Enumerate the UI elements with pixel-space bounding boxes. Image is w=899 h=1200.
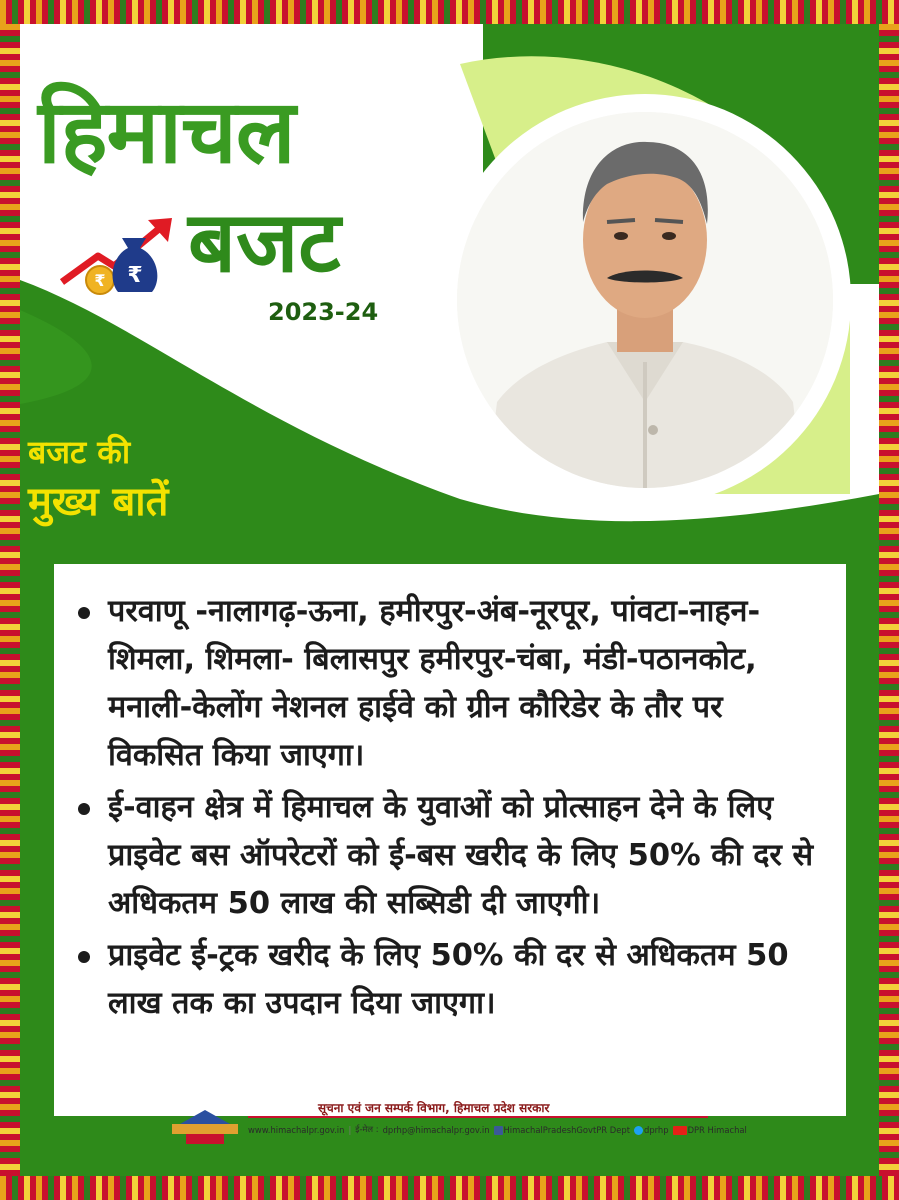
footer-email-label: ई-मेल : (355, 1124, 379, 1134)
title-year: 2023-24 (268, 298, 379, 326)
svg-text:₹: ₹ (127, 263, 143, 288)
youtube-icon (673, 1126, 687, 1135)
footer-email[interactable]: dprhp@himachalpr.gov.in (382, 1124, 490, 1135)
budget-point-1: परवाणू -नालागढ़-ऊना, हमीरपुर-अंब-नूरपूर, पांवटा-नाहन-शिमला, शिमला- बिलासपुर हमीरपुर-चंबा, मंडी-पठानकोट, मनाली-केलोंग नेशनल हाईवे को ग्रीन कौरिडेर के तौर पर विकसित किया जाएगा। (78, 588, 822, 780)
budget-points-list (54, 564, 846, 1028)
footer-website[interactable]: www.himachalpr.gov.in (248, 1124, 345, 1135)
facebook-icon (494, 1126, 503, 1135)
budget-point-3: प्राइवेट ई-ट्रक खरीद के लिए 50% की दर से अधिकतम 50 लाख तक का उपदान दिया जाएगा। (78, 932, 822, 1028)
decorative-border-bottom (0, 1176, 899, 1200)
footer-twitter[interactable]: dprhp (634, 1125, 669, 1135)
department-logo-icon (162, 1104, 248, 1148)
footer-divider (248, 1116, 708, 1118)
footer-contact-links (248, 1124, 747, 1135)
footer-facebook[interactable]: HimachalPradeshGovtPR Dept (494, 1125, 631, 1135)
twitter-icon (634, 1126, 643, 1135)
budget-growth-graphic (60, 210, 180, 300)
budget-points-card (54, 564, 846, 1116)
footer-separator: | (348, 1124, 352, 1135)
decorative-border-top (0, 0, 899, 24)
budget-point-2: ई-वाहन क्षेत्र में हिमाचल के युवाओं को प्रोत्साहन देने के लिए प्राइवेट बस ऑपरेटरों को ई-बस खरीद के लिए 50% की दर से अधिकतम 50 लाख की सब्सिडी दी जाएगी। (78, 784, 822, 928)
highlights-heading-line2: मुख्य बातें (28, 479, 169, 525)
decorative-border-right (879, 24, 899, 1176)
portrait-photo (457, 112, 833, 488)
money-bag-icon (113, 238, 158, 292)
footer-department: सूचना एवं जन सम्पर्क विभाग, हिमाचल प्रदेश सरकार (318, 1101, 550, 1115)
decorative-border-left (0, 24, 20, 1176)
highlights-heading-line1: बजट की (28, 433, 131, 471)
rupee-coin-icon (86, 266, 114, 294)
title-budget: बजट (188, 193, 341, 291)
poster-canvas (20, 24, 879, 1176)
person-portrait-illustration (457, 112, 833, 488)
title-himachal: हिमाचल (38, 80, 295, 183)
footer-youtube[interactable]: DPR Himachal (673, 1125, 747, 1135)
svg-text:₹: ₹ (94, 271, 106, 290)
